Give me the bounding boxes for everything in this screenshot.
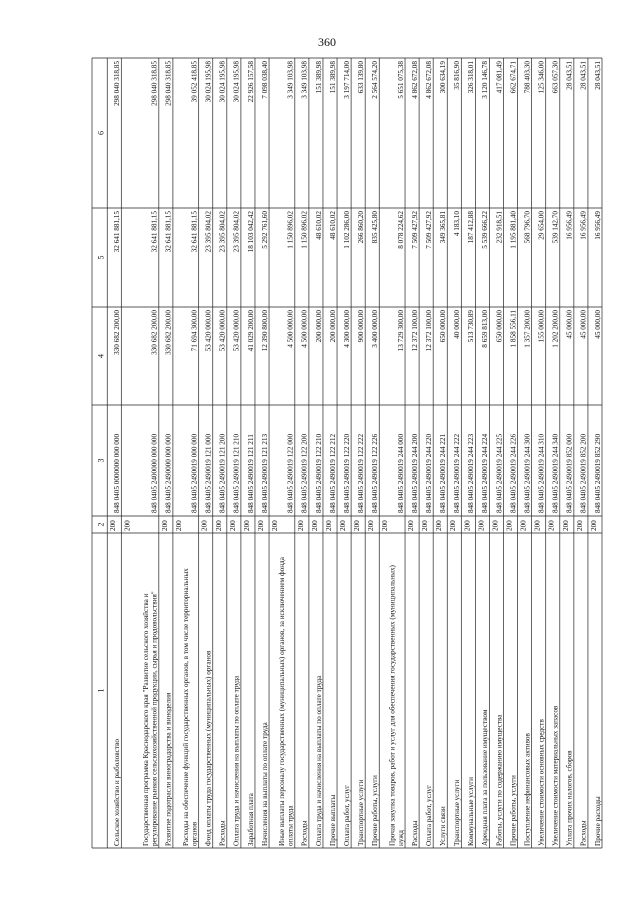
row-amount-col5: 32 641 881,15	[190, 211, 199, 253]
row-amount-col6: 298 040 318,85	[113, 61, 122, 106]
row-code: 200	[491, 520, 500, 531]
row-classification: 848 0405 2490019 121 210	[232, 433, 241, 513]
row-description: Прочие работы, услуги	[509, 775, 518, 846]
row-amount-col6: 3 349 103,98	[300, 61, 309, 99]
row-classification: 848 0405 2490019 122 200	[300, 433, 309, 513]
row-description: Государственная программа Краснодарского края "Развитие сельского хозяйства ирегулирование рынков сельскохозяйственной продукции, сырья и продовольствия"	[142, 591, 159, 846]
row-description: Увеличение стоимости основных средств	[537, 719, 546, 846]
row-code: 200	[160, 520, 169, 531]
row-description: Транспортные услуги	[453, 779, 462, 846]
row-classification: 848 0405 2490019 121 200	[218, 433, 227, 513]
row-amount-col4: 71 694 300,00	[190, 310, 199, 352]
row-code: 200	[407, 520, 416, 531]
row-amount-col6: 35 816,90	[453, 61, 462, 90]
row-amount-col4: 1 202 200,00	[551, 310, 560, 348]
row-classification: 848 0405 2490019 244 224	[481, 433, 490, 513]
row-classification: 848 0405 2490019 122 226	[371, 433, 380, 513]
row-description: Уплата прочих налогов, сборов	[565, 750, 574, 846]
row-code: 200	[589, 520, 598, 531]
row-description: Прочие работы, услуги	[371, 775, 380, 846]
row-amount-col5: 4 183,10	[453, 211, 462, 237]
row-amount-col6: 4 862 672,08	[424, 61, 433, 99]
row-amount-col6: 22 926 157,58	[246, 61, 255, 103]
column-header-4: 4	[96, 354, 106, 358]
row-amount-col4: 1 858 556,11	[509, 310, 518, 348]
row-code: 200	[228, 520, 237, 531]
row-amount-col6: 30 024 195,98	[218, 61, 227, 103]
row-code: 200	[339, 520, 348, 531]
row-code: 200	[547, 520, 556, 531]
row-description: Заработная плата	[246, 793, 255, 846]
row-amount-col6: 300 634,19	[439, 61, 448, 94]
row-description: Арендная плата за пользование имуществом	[481, 709, 490, 846]
row-amount-col6: 326 318,01	[467, 61, 476, 94]
row-amount-col5: 539 142,70	[551, 211, 560, 244]
row-amount-col6: 298 040 318,85	[164, 61, 173, 106]
row-amount-col5: 187 412,88	[467, 211, 476, 244]
row-amount-col5: 5 539 666,22	[481, 211, 490, 249]
row-amount-col5: 16 956,49	[593, 211, 602, 240]
row-amount-col4: 650 000,00	[439, 310, 448, 343]
row-classification: 848 0405 2490019 244 310	[537, 433, 546, 513]
row-description: Развитие подотрасли виноградарства и виноделия	[164, 692, 173, 846]
row-classification: 848 0405 0000000 000 000	[113, 433, 122, 513]
row-amount-col6: 125 346,00	[537, 61, 546, 94]
row-amount-col5: 1 150 896,02	[286, 211, 295, 249]
row-amount-col4: 41 029 200,00	[246, 310, 255, 352]
page-number: 360	[318, 35, 336, 49]
row-description: Прочие расходы	[593, 796, 602, 846]
row-description: Увеличение стоимости материальных запасов	[551, 705, 560, 846]
row-description: Начисления на выплаты по оплате труда	[260, 722, 269, 846]
row-amount-col4: 12 372 100,00	[424, 310, 433, 352]
column-header-5: 5	[96, 255, 106, 260]
row-amount-col4: 650 000,00	[495, 310, 504, 343]
row-amount-col6: 28 043,51	[579, 61, 588, 90]
row-description: Расходы на обеспечение функций государственных органов, в том числе территориальныхорганов	[182, 568, 199, 846]
row-amount-col5: 23 395 804,02	[218, 211, 227, 253]
row-amount-col5: 48 610,02	[328, 211, 337, 240]
row-amount-col6: 663 057,30	[551, 61, 560, 94]
row-amount-col5: 23 395 804,02	[204, 211, 213, 253]
row-description: Расходы	[579, 820, 588, 846]
row-amount-col5: 7 509 427,92	[410, 211, 419, 249]
row-amount-col6: 417 081,49	[495, 61, 504, 94]
row-amount-col5: 7 509 427,92	[424, 211, 433, 249]
row-amount-col6: 30 024 195,98	[232, 61, 241, 103]
row-amount-col5: 5 292 761,60	[260, 211, 269, 249]
row-amount-col4: 53 420 000,00	[232, 310, 241, 352]
row-amount-col4: 12 372 100,00	[410, 310, 419, 352]
row-code: 200	[271, 520, 280, 531]
row-description: Оплата работ, услуг	[424, 785, 433, 846]
row-amount-col6: 3 349 103,98	[286, 61, 295, 99]
row-amount-col6: 28 043,51	[565, 61, 574, 90]
row-description: Оплата труда и начисления на выплаты по оплате труда	[314, 675, 323, 846]
row-amount-col6: 662 674,71	[509, 61, 518, 94]
row-amount-col4: 4 300 000,00	[342, 310, 351, 348]
row-classification: 848 0405 2400000 000 000	[150, 433, 159, 513]
row-amount-col4: 53 420 000,00	[204, 310, 213, 352]
row-code: 200	[296, 520, 305, 531]
row-amount-col5: 18 103 042,42	[246, 211, 255, 253]
row-code: 200	[109, 520, 118, 531]
row-classification: 848 0405 2490019 121 211	[246, 434, 255, 513]
row-code: 200	[421, 520, 430, 531]
row-amount-col4: 1 357 200,00	[523, 310, 532, 348]
row-description: Сельское хозяйство и рыболовство	[113, 739, 122, 846]
row-amount-col4: 155 000,00	[537, 310, 546, 343]
row-code: 200	[435, 520, 444, 531]
row-code: 200	[123, 520, 132, 531]
row-code: 200	[533, 520, 542, 531]
column-header-3: 3	[96, 458, 106, 463]
row-description: Расходы	[300, 820, 309, 846]
row-amount-col4: 4 500 000,00	[300, 310, 309, 348]
row-classification: 848 0405 2490000 000 000	[164, 433, 173, 513]
row-classification: 848 0405 2490019 244 200	[410, 433, 419, 513]
row-code: 200	[256, 520, 265, 531]
row-code: 200	[381, 520, 390, 531]
row-description: Коммунальные услуги	[467, 777, 476, 846]
row-amount-col4: 45 000,00	[565, 310, 574, 339]
row-code: 200	[561, 520, 570, 531]
budget-table	[92, 58, 602, 848]
row-description: Оплата труда и начисления на выплаты по оплате труда	[232, 675, 241, 846]
row-amount-col4: 330 682 200,00	[150, 310, 159, 355]
row-classification: 848 0405 2490019 122 000	[286, 433, 295, 513]
row-code: 200	[575, 520, 584, 531]
row-classification: 848 0405 2490019 244 222	[453, 433, 462, 513]
row-description: Транспортные услуги	[356, 779, 365, 846]
row-amount-col6: 28 043,51	[593, 61, 602, 90]
row-amount-col4: 900 000,00	[356, 310, 365, 343]
row-amount-col4: 45 000,00	[593, 310, 602, 339]
row-amount-col5: 835 425,80	[371, 211, 380, 244]
row-amount-col4: 330 682 200,00	[113, 310, 122, 355]
row-amount-col5: 16 956,49	[579, 211, 588, 240]
row-description: Прочая закупка товаров, работ и услуг для обеспечения государственных (муниципальных)нужд	[388, 565, 405, 846]
row-amount-col6: 151 389,98	[328, 61, 337, 94]
row-amount-col6: 151 389,98	[314, 61, 323, 94]
row-description: Расходы	[218, 820, 227, 846]
row-amount-col6: 39 052 418,85	[190, 61, 199, 103]
row-code: 200	[353, 520, 362, 531]
row-classification: 848 0405 2490019 122 210	[314, 433, 323, 513]
row-code: 200	[242, 520, 251, 531]
row-amount-col5: 32 641 881,15	[150, 211, 159, 253]
row-amount-col4: 53 420 000,00	[218, 310, 227, 352]
row-classification: 848 0405 2490019 244 226	[509, 433, 518, 513]
row-amount-col5: 16 956,49	[565, 211, 574, 240]
row-amount-col6: 4 862 672,08	[410, 61, 419, 99]
row-classification: 848 0405 2490019 122 222	[356, 433, 365, 513]
row-amount-col4: 40 000,00	[453, 310, 462, 339]
row-description: Расходы	[410, 820, 419, 846]
row-description: Прочие выплаты	[328, 794, 337, 846]
row-amount-col5: 8 078 224,62	[396, 211, 405, 249]
table-cells	[96, 61, 601, 846]
row-description: Иные выплаты персоналу государственных (муниципальных) органов, за исключением фондаоплаты труда	[278, 557, 295, 846]
row-description: Услуги связи	[439, 806, 448, 846]
row-amount-col6: 2 564 574,20	[371, 61, 380, 99]
row-code: 200	[200, 520, 209, 531]
row-amount-col4: 3 400 000,00	[371, 310, 380, 348]
row-amount-col4: 8 659 813,00	[481, 310, 490, 348]
row-classification: 848 0405 2490019 852 000	[565, 433, 574, 513]
row-classification: 848 0405 2490019 244 340	[551, 433, 560, 513]
row-amount-col5: 32 641 881,15	[113, 211, 122, 253]
row-amount-col4: 330 682 200,00	[164, 310, 173, 355]
row-amount-col4: 200 000,00	[314, 310, 323, 343]
row-code: 200	[519, 520, 528, 531]
row-amount-col6: 5 651 075,38	[396, 61, 405, 99]
row-classification: 848 0405 2490019 244 220	[424, 433, 433, 513]
row-classification: 848 0405 2490019 121 213	[260, 433, 269, 513]
row-amount-col5: 32 641 881,15	[164, 211, 173, 253]
column-header-6: 6	[96, 131, 106, 135]
row-amount-col4: 12 390 800,00	[260, 310, 269, 352]
row-classification: 848 0405 2490019 122 220	[342, 433, 351, 513]
row-amount-col5: 568 796,70	[523, 211, 532, 244]
row-classification: 848 0405 2490019 244 300	[523, 433, 532, 513]
row-classification: 848 0405 2490019 852 200	[579, 433, 588, 513]
row-amount-col6: 30 024 195,98	[204, 61, 213, 103]
row-code: 200	[463, 520, 472, 531]
row-classification: 848 0405 2490019 121 000	[204, 433, 213, 513]
row-code: 200	[324, 520, 333, 531]
row-classification: 848 0405 2490019 244 223	[467, 433, 476, 513]
row-amount-col5: 23 395 804,02	[232, 211, 241, 253]
row-amount-col5: 232 918,51	[495, 211, 504, 244]
row-classification: 848 0405 2490019 852 290	[593, 433, 602, 513]
row-classification: 848 0405 2490019 122 212	[328, 433, 337, 513]
row-amount-col6: 7 098 038,40	[260, 61, 269, 99]
row-code: 200	[449, 520, 458, 531]
row-amount-col5: 266 860,20	[356, 211, 365, 244]
row-code: 200	[310, 520, 319, 531]
row-code: 200	[477, 520, 486, 531]
row-amount-col6: 298 040 318,85	[150, 61, 159, 106]
row-amount-col5: 48 610,02	[314, 211, 323, 240]
column-header-1: 1	[96, 688, 106, 693]
row-description: Работы, услуги по содержанию имущества	[495, 714, 504, 846]
row-classification: 848 0405 2490019 244 000	[396, 433, 405, 513]
row-classification: 848 0405 2490019 244 225	[495, 433, 504, 513]
row-description: Оплата работ, услуг	[342, 785, 351, 846]
row-amount-col6: 3 197 714,00	[342, 61, 351, 99]
row-amount-col4: 13 729 300,00	[396, 310, 405, 352]
row-code: 200	[505, 520, 514, 531]
row-amount-col6: 633 139,80	[356, 61, 365, 94]
column-header-2: 2	[96, 522, 106, 527]
row-classification: 848 0405 2490019 000 000	[190, 433, 199, 513]
row-amount-col5: 29 654,00	[537, 211, 546, 240]
row-amount-col4: 4 500 000,00	[286, 310, 295, 348]
row-code: 200	[174, 520, 183, 531]
row-amount-col5: 1 102 286,00	[342, 211, 351, 249]
row-amount-col5: 1 150 896,02	[300, 211, 309, 249]
row-amount-col5: 349 365,81	[439, 211, 448, 244]
row-classification: 848 0405 2490019 244 221	[439, 433, 448, 513]
row-description: Поступление нефинансовых активов	[523, 733, 532, 846]
row-amount-col5: 1 195 881,40	[509, 211, 518, 249]
row-amount-col4: 45 000,00	[579, 310, 588, 339]
row-code: 200	[214, 520, 223, 531]
row-amount-col4: 513 730,89	[467, 310, 476, 343]
row-code: 200	[367, 520, 376, 531]
row-amount-col4: 200 000,00	[328, 310, 337, 343]
row-description: Фонд оплаты труда государственных (муниципальных) органов	[204, 650, 213, 846]
row-amount-col6: 788 403,30	[523, 61, 532, 94]
row-amount-col6: 3 120 146,78	[481, 61, 490, 99]
